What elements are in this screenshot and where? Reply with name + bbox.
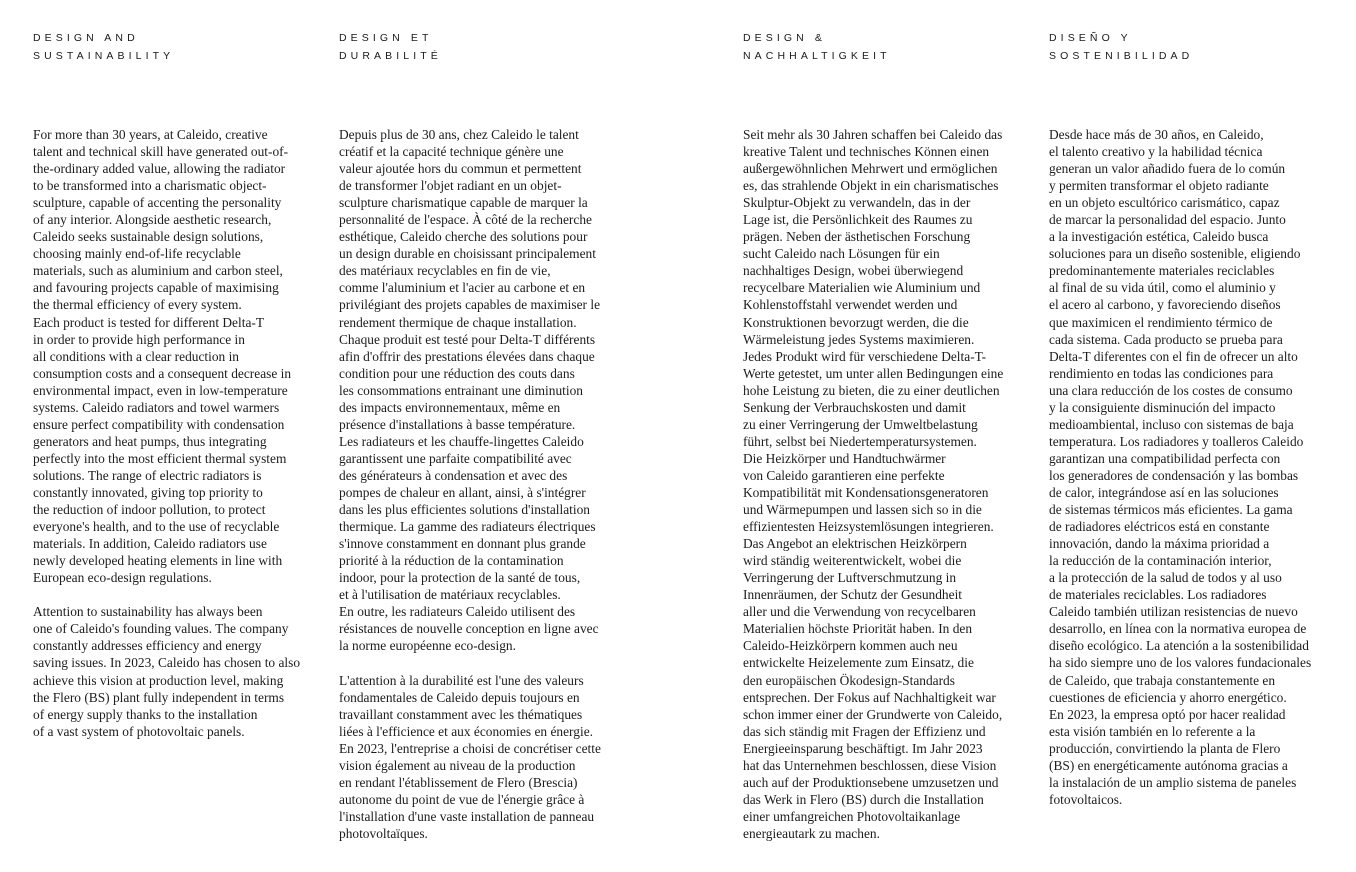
text-line: predominantemente materiales reciclables — [1049, 263, 1275, 279]
text-line: talent and technical skill have generated out-of- — [33, 144, 289, 160]
paragraph — [33, 603, 300, 739]
text-line: privilégiant des projets capables de maximiser le — [339, 297, 601, 313]
text-line: résistances de nouvelle conception en ligne avec — [339, 621, 599, 637]
text-line: y la consiguiente disminución del impacto — [1049, 399, 1276, 415]
text-line: es, das strahlende Objekt in ein charismatisches — [743, 178, 999, 194]
text-line: to be transformed into a charismatic object- — [33, 178, 267, 194]
heading-line: SUSTAINABILITY — [33, 49, 175, 62]
text-line: one of Caleido's founding values. The company — [33, 621, 289, 637]
text-line: cuestiones de eficiencia y ahorro energético. — [1049, 689, 1287, 705]
text-line: energieautark zu machen. — [743, 825, 880, 841]
text-line: fotovoltaicos. — [1049, 791, 1123, 807]
text-line: vision également au niveau de la production — [339, 757, 576, 773]
text-line: rendement thermique de chaque installation. — [339, 314, 577, 330]
text-line: rendimiento en todas las condiciones para — [1049, 365, 1274, 381]
text-line: Innenräumen, der Schutz der Gesundheit — [743, 587, 963, 603]
text-line: of energy supply thanks to the installation — [33, 706, 258, 722]
text-line: effizientesten Heizsystemlösungen integrieren. — [743, 519, 994, 535]
text-line: indoor, pour la protection de la santé de tous, — [339, 570, 581, 586]
text-line: European eco-design regulations. — [33, 570, 212, 586]
text-line: créatif et la capacité technique génère une — [339, 144, 564, 160]
text-line: des matériaux recyclables en fin de vie, — [339, 263, 551, 279]
text-line: the thermal efficiency of every system. — [33, 297, 242, 313]
text-line: al final de su vida útil, como el aluminio y — [1049, 280, 1276, 296]
text-line: el acero al carbono, y favoreciendo diseños — [1049, 297, 1281, 313]
text-line: generators and heat pumps, thus integrating — [33, 433, 267, 449]
text-line: cada sistema. Cada producto se prueba para — [1049, 331, 1283, 347]
text-line: von Caleido garantieren eine perfekte — [743, 467, 945, 483]
text-line: Materialien höchste Priorität haben. In den — [743, 621, 973, 637]
text-line: the Flero (BS) plant fully independent in terms — [33, 689, 285, 705]
text-line: photovoltaïques. — [339, 825, 428, 841]
text-line: Werte getestet, um unter allen Bedingungen eine — [743, 365, 1004, 381]
text-line: y permiten transformar el objeto radiante — [1049, 178, 1269, 194]
text-line: sucht Caleido nach Lösungen für ein — [743, 246, 940, 262]
body-text — [1049, 126, 1311, 808]
text-line: que maximicen el rendimiento térmico de — [1049, 314, 1273, 330]
paragraph — [33, 126, 300, 586]
text-line: un design durable en choisissant principalement — [339, 246, 596, 262]
text-line: des impacts environnementaux, même en — [339, 399, 561, 415]
body-text — [339, 126, 601, 842]
text-line: Les radiateurs et les chauffe-lingettes Caleido — [339, 433, 584, 449]
text-line: producción, convirtiendo la planta de Flero — [1049, 740, 1281, 756]
text-line: afin d'offrir des prestations élevées dans chaque — [339, 348, 595, 364]
text-line: wird ständig weiterentwickelt, wobei die — [743, 553, 962, 569]
text-line: materials. In addition, Caleido radiators use — [33, 536, 267, 552]
text-line: el talento creativo y la habilidad técnica — [1049, 144, 1263, 160]
text-line: achieve this vision at production level, making — [33, 672, 284, 688]
text-line: personnalité de l'espace. À côté de la recherche — [339, 212, 592, 228]
body-text — [33, 126, 300, 740]
section-heading — [743, 30, 891, 65]
text-line: das sich ständig mit Fragen der Effizienz und — [743, 723, 986, 739]
text-line: innovación, dando la máxima prioridad a — [1049, 536, 1270, 552]
text-line: garantizan una compatibilidad perfecta con — [1049, 450, 1281, 466]
text-line: auch auf der Produktionsebene umzusetzen und — [743, 774, 999, 790]
text-line: of any interior. Alongside aesthetic research, — [33, 212, 272, 228]
text-line: comme l'aluminium et l'acier au carbone et en — [339, 280, 586, 296]
text-line: nachhaltiges Design, wobei überwiegend — [743, 263, 964, 279]
text-line: aller und die Verwendung von recycelbaren — [743, 604, 976, 620]
text-line: en un objeto escultórico carismático, capaz — [1049, 195, 1280, 211]
text-line: solutions. The range of electric radiators is — [33, 467, 262, 483]
text-line: Caleido seeks sustainable design solutions, — [33, 229, 264, 245]
text-line: les consommations entrainant une diminution — [339, 382, 583, 398]
paragraph — [743, 126, 1003, 842]
text-line: En outre, les radiateurs Caleido utilisent des — [339, 604, 576, 620]
text-line: consumption costs and a consequent decrease in — [33, 365, 292, 381]
text-line: de sistemas térmicos más eficientes. La gama — [1049, 502, 1293, 518]
text-line: a la protección de la salud de todos y al uso — [1049, 570, 1282, 586]
paragraph — [339, 126, 601, 654]
text-line: hohe Leistung zu bieten, die zu einer deutlichen — [743, 382, 1000, 398]
heading-line: DESIGN ET — [339, 32, 433, 44]
text-line: fondamentales de Caleido depuis toujours en — [339, 689, 580, 705]
text-line: de Caleido, que trabaja constantemente en — [1049, 672, 1276, 688]
text-line: Chaque produit est testé pour Delta-T différents — [339, 331, 596, 347]
text-line: Konstruktionen bevorzugt werden, die die — [743, 314, 969, 330]
text-line: (BS) en energéticamente autónoma gracias a — [1049, 757, 1288, 773]
text-line: la instalación de un amplio sistema de paneles — [1049, 774, 1297, 790]
text-line: Caleido-Heizkörpern kommen auch neu — [743, 638, 958, 654]
text-line: Jedes Produkt wird für verschiedene Delta-T- — [743, 348, 987, 364]
text-line: constantly innovated, giving top priority to — [33, 484, 263, 500]
text-line: zu einer Verringerung der Umweltbelastung — [743, 416, 978, 432]
text-line: schon immer einer der Grundwerte von Caleido, — [743, 706, 1003, 722]
text-line: den europäischen Ökodesign-Standards — [743, 672, 955, 688]
heading-line: DESIGN & — [743, 32, 826, 44]
text-line: kreative Talent und technisches Können einen — [743, 144, 990, 160]
text-line: of a vast system of photovoltaic panels. — [33, 723, 245, 739]
text-line: thermique. La gamme des radiateurs électriques — [339, 519, 596, 535]
text-line: Each product is tested for different Delta-T — [33, 314, 265, 330]
text-line: the reduction of indoor pollution, to protect — [33, 502, 266, 518]
text-line: Wärmeleistung jedes Systems maximieren. — [743, 331, 975, 347]
text-line: En 2023, la empresa optó por hacer realidad — [1049, 706, 1286, 722]
text-line: de marcar la personalidad del espacio. Junto — [1049, 212, 1286, 228]
text-line: entsprechen. Der Fokus auf Nachhaltigkeit war — [743, 689, 996, 705]
text-line: Kompatibilität mit Kondensationsgeneratoren — [743, 484, 989, 500]
text-line: ha sido siempre uno de los valores fundacionales — [1049, 655, 1312, 671]
text-line: choosing mainly end-of-life recyclable — [33, 246, 241, 262]
text-line: Attention to sustainability has always been — [33, 604, 263, 620]
text-line: soluciones para un diseño sostenible, eligiendo — [1049, 246, 1301, 262]
paragraph-gap — [33, 586, 300, 603]
text-line: Senkung der Verbrauchskosten und damit — [743, 399, 966, 415]
text-line: de calor, integrándose así en las soluciones — [1049, 484, 1279, 500]
text-line: desarrollo, en línea con la normativa europea de — [1049, 621, 1307, 637]
text-line: in order to provide high performance in — [33, 331, 245, 347]
heading-line: DURABILITÉ — [339, 49, 442, 62]
text-line: et à l'utilisation de matériaux recyclables. — [339, 587, 561, 603]
text-line: hat das Unternehmen beschlossen, diese Vision — [743, 757, 997, 773]
text-line: valeur ajoutée hors du commun et permettent — [339, 161, 582, 177]
text-line: Verringerung der Luftverschmutzung in — [743, 570, 957, 586]
text-line: einer umfangreichen Photovoltaikanlage — [743, 808, 961, 824]
text-line: temperatura. Los radiadores y toalleros Caleido — [1049, 433, 1304, 449]
text-line: los generadores de condensación y las bombas — [1049, 467, 1299, 483]
text-line: s'innove constamment en donnant plus grande — [339, 536, 586, 552]
text-line: a la investigación estética, Caleido busca — [1049, 229, 1269, 245]
text-line: außergewöhnlichen Mehrwert und ermöglichen — [743, 161, 998, 177]
paragraph — [339, 672, 601, 842]
text-line: présence d'installations à basse température. — [339, 416, 576, 432]
text-line: Desde hace más de 30 años, en Caleido, — [1049, 127, 1264, 142]
text-line: all conditions with a clear reduction in — [33, 348, 240, 364]
text-line: the-ordinary added value, allowing the radiator — [33, 161, 286, 177]
text-line: saving issues. In 2023, Caleido has chosen to also — [33, 655, 301, 671]
paragraph — [1049, 126, 1311, 808]
text-line: das Werk in Flero (BS) durch die Installation — [743, 791, 984, 807]
heading-line: DESIGN AND — [33, 32, 139, 44]
section-heading — [33, 30, 174, 65]
text-line: perfectly into the most efficient thermal system — [33, 450, 287, 466]
text-line: una clara reducción de los costes de consumo — [1049, 382, 1293, 398]
text-line: und Wärmepumpen und lassen sich so in die — [743, 502, 982, 518]
text-line: Delta-T diferentes con el fin de ofrecer un alto — [1049, 348, 1298, 364]
text-line: materials, such as aluminium and carbon steel, — [33, 263, 283, 279]
text-line: ensure perfect compatibility with condensation — [33, 416, 285, 432]
text-line: Skulptur-Objekt zu verwandeln, das in der — [743, 195, 971, 211]
text-line: de materiales reciclables. Los radiadores — [1049, 587, 1267, 603]
text-line: Kohlenstoffstahl verwendet werden und — [743, 297, 958, 313]
text-line: priorité à la réduction de la contamination — [339, 553, 564, 569]
text-line: constantly addresses efficiency and energy — [33, 638, 262, 654]
text-line: esthétique, Caleido cherche des solutions pour — [339, 229, 588, 245]
heading-line: SOSTENIBILIDAD — [1049, 49, 1194, 62]
section-heading — [1049, 30, 1193, 65]
section-heading — [339, 30, 442, 65]
text-line: liées à l'efficience et aux économies en énergie. — [339, 723, 593, 739]
text-line: dans les plus efficientes solutions d'installation — [339, 502, 590, 518]
text-line: Energieeinsparung beschäftigt. Im Jahr 2023 — [743, 740, 983, 756]
paragraph-gap — [339, 654, 601, 671]
text-line: pompes de chaleur en allant, ainsi, à s'intégrer — [339, 484, 586, 500]
text-line: L'attention à la durabilité est l'une des valeurs — [339, 672, 584, 688]
text-line: Depuis plus de 30 ans, chez Caleido le talent — [339, 127, 579, 142]
text-line: newly developed heating elements in line with — [33, 553, 283, 569]
text-line: everyone's health, and to the use of recyclable — [33, 519, 280, 535]
text-line: condition pour une réduction des couts dans — [339, 365, 575, 381]
text-line: sculpture, capable of accenting the personality — [33, 195, 282, 211]
text-line: medioambiental, incluso con sistemas de baja — [1049, 416, 1294, 432]
text-line: garantissent une parfaite compatibilité avec — [339, 450, 572, 466]
text-line: recycelbare Materialien wie Aluminium und — [743, 280, 981, 296]
text-line: diseño ecológico. La atención a la sostenibilidad — [1049, 638, 1309, 654]
text-line: environmental impact, even in low-temperature — [33, 382, 288, 398]
heading-line: DISEÑO Y — [1049, 32, 1132, 44]
text-line: Die Heizkörper und Handtuchwärmer — [743, 450, 946, 466]
text-line: des générateurs à condensation et avec des — [339, 467, 568, 483]
text-line: Das Angebot an elektrischen Heizkörpern — [743, 536, 967, 552]
text-line: Seit mehr als 30 Jahren schaffen bei Caleido das — [743, 127, 1003, 142]
text-line: en rendant l'établissement de Flero (Brescia) — [339, 774, 578, 790]
text-line: führt, selbst bei Niedertemperatursystemen. — [743, 433, 977, 449]
text-line: la reducción de la contaminación interior, — [1049, 553, 1272, 569]
text-line: travaillant constamment avec les thématiques — [339, 706, 583, 722]
text-line: de transformer l'objet radiant en un objet- — [339, 178, 562, 194]
text-line: autonome du point de vue de l'énergie grâce à — [339, 791, 585, 807]
text-line: la norme européenne eco-design. — [339, 638, 516, 654]
text-line: prägen. Neben der ästhetischen Forschung — [743, 229, 971, 245]
text-line: For more than 30 years, at Caleido, creative — [33, 127, 268, 142]
text-line: En 2023, l'entreprise a choisi de concrétiser cette — [339, 740, 601, 756]
text-line: de radiadores eléctricos está en constante — [1049, 519, 1270, 535]
text-line: Caleido también utilizan resistencias de nuevo — [1049, 604, 1298, 620]
heading-line: NACHHALTIGKEIT — [743, 49, 891, 62]
text-line: l'installation d'une vaste installation de panneau — [339, 808, 595, 824]
body-text — [743, 126, 1003, 842]
text-line: entwickelte Heizelemente zum Einsatz, die — [743, 655, 974, 671]
text-line: sculpture charismatique capable de marquer la — [339, 195, 588, 211]
text-line: systems. Caleido radiators and towel warmers — [33, 399, 280, 415]
text-line: esta visión también en lo referente a la — [1049, 723, 1256, 739]
text-line: generan un valor añadido fuera de lo común — [1049, 161, 1286, 177]
text-line: Lage ist, die Persönlichkeit des Raumes zu — [743, 212, 973, 228]
text-line: and favouring projects capable of maximising — [33, 280, 279, 296]
